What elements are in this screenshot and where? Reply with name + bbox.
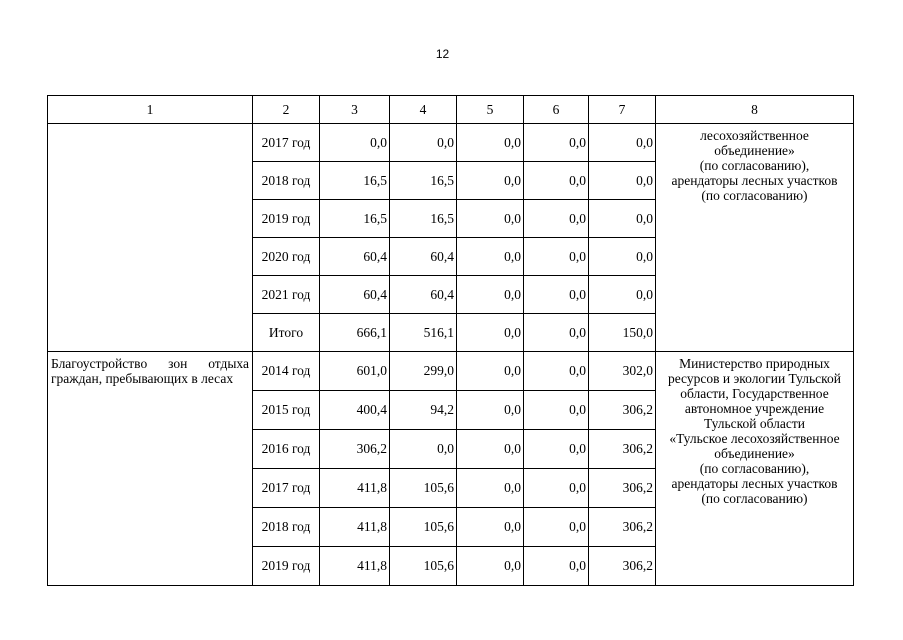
- value-cell-4: 60,4: [390, 238, 457, 276]
- value-cell-6: 0,0: [524, 314, 589, 352]
- value-cell-3: 16,5: [320, 200, 390, 238]
- column-header: 4: [390, 96, 457, 124]
- column-header: 1: [48, 96, 253, 124]
- organization-line: (по согласованию),: [699, 461, 810, 476]
- value-cell-5: 0,0: [457, 469, 524, 508]
- value-cell-7: 150,0: [589, 314, 656, 352]
- value-cell-5: 0,0: [457, 124, 524, 162]
- organization-line: арендаторы лесных участков: [671, 476, 838, 491]
- value-cell-5: 0,0: [457, 430, 524, 469]
- year-cell: 2019 год: [253, 547, 320, 586]
- organization-line: (по согласованию): [701, 491, 808, 506]
- value-cell-4: 94,2: [390, 391, 457, 430]
- value-cell-6: 0,0: [524, 162, 589, 200]
- measure-name: Благоустройство зон отдыха граждан, пребывающих в лесах: [48, 352, 253, 586]
- year-cell: 2016 год: [253, 430, 320, 469]
- value-cell-7: 0,0: [589, 162, 656, 200]
- value-cell-3: 400,4: [320, 391, 390, 430]
- column-header: 3: [320, 96, 390, 124]
- year-cell: Итого: [253, 314, 320, 352]
- value-cell-4: 16,5: [390, 162, 457, 200]
- responsible-organization: [656, 124, 854, 352]
- value-cell-3: 60,4: [320, 276, 390, 314]
- value-cell-6: 0,0: [524, 352, 589, 391]
- organization-line: лесохозяйственное: [700, 128, 809, 143]
- value-cell-4: 0,0: [390, 430, 457, 469]
- value-cell-3: 0,0: [320, 124, 390, 162]
- value-cell-7: 306,2: [589, 391, 656, 430]
- organization-line: объединение»: [714, 446, 795, 461]
- value-cell-3: 411,8: [320, 508, 390, 547]
- organization-line: Министерство природных: [679, 356, 830, 371]
- value-cell-6: 0,0: [524, 391, 589, 430]
- responsible-organization: [656, 352, 854, 586]
- value-cell-4: 0,0: [390, 124, 457, 162]
- value-cell-5: 0,0: [457, 200, 524, 238]
- organization-line: (по согласованию),: [699, 158, 810, 173]
- value-cell-7: 306,2: [589, 547, 656, 586]
- value-cell-4: 105,6: [390, 508, 457, 547]
- year-cell: 2014 год: [253, 352, 320, 391]
- column-header: 8: [656, 96, 854, 124]
- value-cell-5: 0,0: [457, 162, 524, 200]
- value-cell-4: 105,6: [390, 469, 457, 508]
- value-cell-7: 0,0: [589, 200, 656, 238]
- organization-line: «Тульское лесохозяйственное: [669, 431, 840, 446]
- column-header: 2: [253, 96, 320, 124]
- value-cell-4: 16,5: [390, 200, 457, 238]
- table-row: [48, 352, 854, 391]
- year-cell: 2017 год: [253, 469, 320, 508]
- value-cell-5: 0,0: [457, 391, 524, 430]
- value-cell-5: 0,0: [457, 314, 524, 352]
- year-cell: 2018 год: [253, 508, 320, 547]
- value-cell-5: 0,0: [457, 547, 524, 586]
- value-cell-7: 306,2: [589, 469, 656, 508]
- value-cell-4: 60,4: [390, 276, 457, 314]
- value-cell-7: 302,0: [589, 352, 656, 391]
- value-cell-3: 601,0: [320, 352, 390, 391]
- value-cell-3: 666,1: [320, 314, 390, 352]
- value-cell-6: 0,0: [524, 547, 589, 586]
- year-cell: 2015 год: [253, 391, 320, 430]
- year-cell: 2017 год: [253, 124, 320, 162]
- value-cell-3: 60,4: [320, 238, 390, 276]
- organization-line: арендаторы лесных участков: [671, 173, 838, 188]
- organization-line: области, Государственное: [680, 386, 829, 401]
- value-cell-4: 516,1: [390, 314, 457, 352]
- organization-line: автономное учреждение: [684, 401, 825, 416]
- value-cell-6: 0,0: [524, 430, 589, 469]
- value-cell-7: 0,0: [589, 276, 656, 314]
- year-cell: 2020 год: [253, 238, 320, 276]
- value-cell-5: 0,0: [457, 238, 524, 276]
- table-row: [48, 124, 854, 162]
- value-cell-5: 0,0: [457, 276, 524, 314]
- value-cell-5: 0,0: [457, 352, 524, 391]
- header-row: [48, 96, 854, 124]
- value-cell-6: 0,0: [524, 508, 589, 547]
- budget-table: [47, 95, 854, 586]
- value-cell-7: 306,2: [589, 430, 656, 469]
- value-cell-4: 105,6: [390, 547, 457, 586]
- value-cell-6: 0,0: [524, 238, 589, 276]
- value-cell-6: 0,0: [524, 124, 589, 162]
- column-header: 7: [589, 96, 656, 124]
- value-cell-6: 0,0: [524, 200, 589, 238]
- value-cell-7: 306,2: [589, 508, 656, 547]
- value-cell-3: 306,2: [320, 430, 390, 469]
- organization-line: ресурсов и экологии Тульской: [667, 371, 842, 386]
- column-header: 5: [457, 96, 524, 124]
- page-number: 12: [435, 47, 450, 61]
- value-cell-6: 0,0: [524, 469, 589, 508]
- value-cell-3: 16,5: [320, 162, 390, 200]
- value-cell-6: 0,0: [524, 276, 589, 314]
- value-cell-3: 411,8: [320, 469, 390, 508]
- year-cell: 2021 год: [253, 276, 320, 314]
- value-cell-4: 299,0: [390, 352, 457, 391]
- organization-line: Тульской области: [704, 416, 805, 431]
- column-header: 6: [524, 96, 589, 124]
- value-cell-3: 411,8: [320, 547, 390, 586]
- value-cell-7: 0,0: [589, 124, 656, 162]
- organization-line: (по согласованию): [701, 188, 808, 203]
- measure-name: [48, 124, 253, 352]
- organization-line: объединение»: [714, 143, 795, 158]
- value-cell-7: 0,0: [589, 238, 656, 276]
- value-cell-5: 0,0: [457, 508, 524, 547]
- year-cell: 2019 год: [253, 200, 320, 238]
- year-cell: 2018 год: [253, 162, 320, 200]
